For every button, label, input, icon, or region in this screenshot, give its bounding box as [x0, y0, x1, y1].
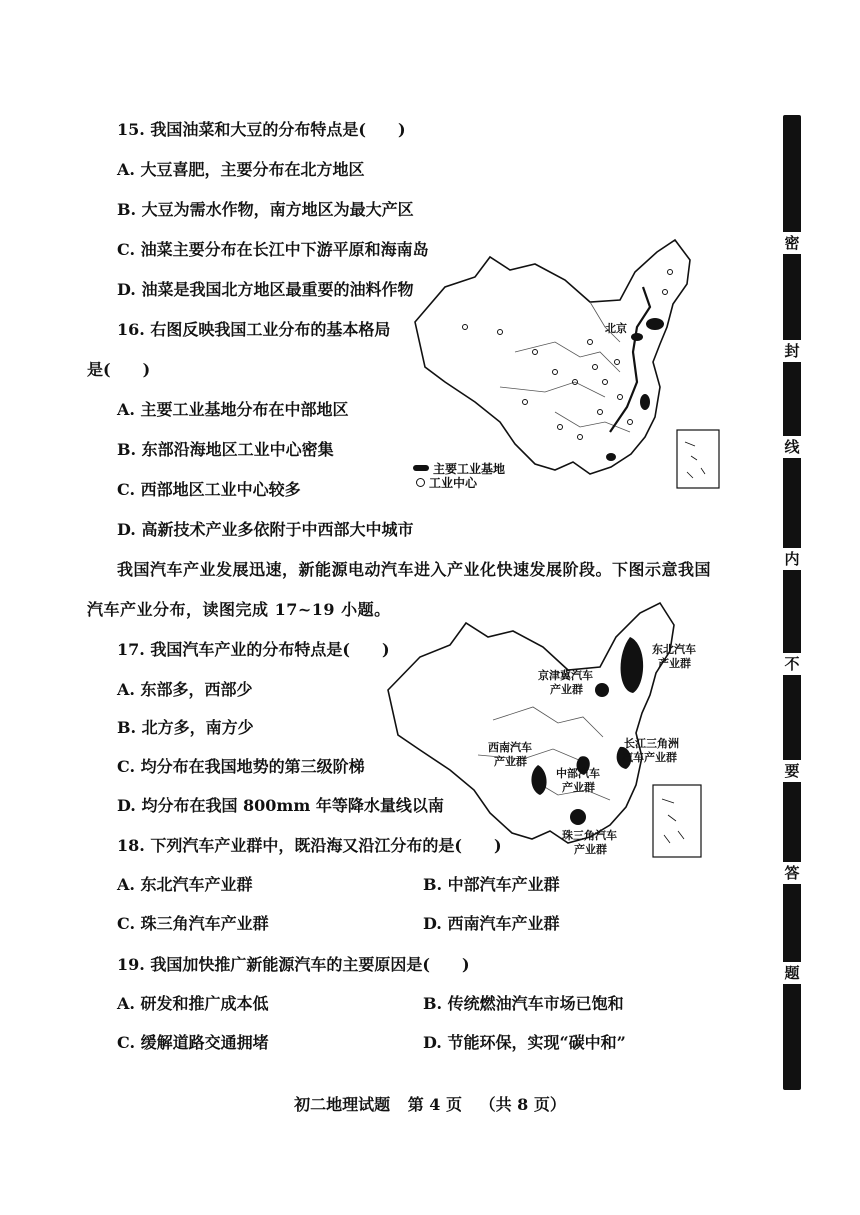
south-sea-inset-2	[653, 785, 701, 857]
q19-option-b: B. 传统燃油汽车市场已饱和	[423, 994, 624, 1013]
south-sea-inset	[677, 430, 719, 488]
label-dongbei-2: 产业群	[658, 657, 691, 670]
industry-map	[405, 232, 730, 497]
q17-option-a: A. 东部多，西部少	[117, 680, 253, 699]
cluster-jingjinji-shape	[595, 683, 609, 697]
seal-char-5: 不	[784, 655, 800, 673]
q16-option-a: A. 主要工业基地分布在中部地区	[117, 400, 349, 419]
legend-center-label: 工业中心	[429, 475, 478, 490]
auto-industry-map	[378, 595, 713, 865]
label-xinan-2: 产业群	[494, 755, 527, 768]
intro-line1: 我国汽车产业发展迅速，新能源电动汽车进入产业化快速发展阶段。下图示意我国	[117, 560, 712, 579]
industry-base-jingjintang	[631, 333, 643, 341]
q18-option-a: A. 东北汽车产业群	[117, 875, 253, 894]
q16-stem-line1: 16. 右图反映我国工业分布的基本格局	[117, 320, 391, 339]
label-dongbei-1: 东北汽车	[652, 643, 696, 656]
industry-base-zhujiang	[606, 453, 616, 461]
legend-base-label: 主要工业基地	[433, 461, 506, 476]
industry-base-liaozhong	[646, 318, 664, 330]
q19-option-d: D. 节能环保，实现“碳中和”	[423, 1033, 626, 1052]
q19-stem: 19. 我国加快推广新能源汽车的主要原因是( )	[117, 955, 470, 974]
q17-stem: 17. 我国汽车产业的分布特点是( )	[117, 640, 390, 659]
cluster-xinan-shape	[531, 765, 546, 795]
q16-stem-line2: 是( )	[87, 360, 151, 379]
industry-centers	[463, 270, 673, 440]
q19-option-c: C. 缓解道路交通拥堵	[117, 1033, 269, 1052]
china-outline-1	[415, 240, 690, 474]
label-beijing: 北京	[605, 322, 627, 335]
cluster-dongbei-shape	[621, 637, 644, 693]
south-sea-islands	[685, 442, 705, 478]
q15-option-d: D. 油菜是我国北方地区最重要的油料作物	[117, 280, 414, 299]
legend-center-symbol	[416, 478, 425, 487]
q18-stem: 18. 下列汽车产业群中，既沿海又沿江分布的是( )	[117, 836, 502, 855]
label-zhusanjiao-2: 产业群	[574, 843, 607, 856]
seal-char-2: 封	[784, 342, 800, 360]
seal-char-4: 内	[784, 550, 800, 568]
label-zhongbu-2: 产业群	[562, 781, 595, 794]
q17-option-b: B. 北方多，南方少	[117, 718, 254, 737]
seal-char-3: 线	[784, 438, 800, 456]
south-sea-islands-2	[662, 799, 684, 843]
q17-option-c: C. 均分布在我国地势的第三级阶梯	[117, 757, 365, 776]
q15-option-a: A. 大豆喜肥，主要分布在北方地区	[117, 160, 365, 179]
label-changjiang-1: 长江三角洲	[624, 737, 679, 750]
legend-row-center	[413, 475, 505, 489]
footer-page: 第 4 页	[407, 1095, 462, 1114]
seal-char-1: 密	[784, 234, 800, 252]
q16-option-d: D. 高新技术产业多依附于中西部大中城市	[117, 520, 414, 539]
industry-base-hunan	[640, 394, 650, 410]
seal-char-6: 要	[784, 762, 800, 780]
label-zhongbu-1: 中部汽车	[556, 767, 600, 780]
seal-char-8: 题	[784, 964, 800, 982]
q16-option-c: C. 西部地区工业中心较多	[117, 480, 301, 499]
industry-map-svg	[405, 232, 730, 497]
industry-map-legend	[413, 461, 505, 489]
label-xinan-1: 西南汽车	[488, 741, 532, 754]
label-changjiang-2: 汽车产业群	[622, 751, 677, 764]
q18-option-c: C. 珠三角汽车产业群	[117, 914, 269, 933]
footer-total: （共 8 页）	[479, 1095, 566, 1114]
intro-line2: 汽车产业分布，读图完成 17~19 小题。	[87, 600, 391, 619]
q17-option-d: D. 均分布在我国 800mm 年等降水量线以南	[117, 796, 444, 815]
q15-option-b: B. 大豆为需水作物，南方地区为最大产区	[117, 200, 414, 219]
seal-line-bar	[783, 115, 801, 1090]
footer-title: 初二地理试题	[294, 1095, 391, 1114]
cluster-zhusanjiao-shape	[570, 809, 586, 825]
q18-option-b: B. 中部汽车产业群	[423, 875, 560, 894]
q18-option-d: D. 西南汽车产业群	[423, 914, 560, 933]
legend-base-symbol	[413, 465, 429, 471]
auto-industry-map-svg	[378, 595, 713, 865]
label-jingjinji-1: 京津冀汽车	[538, 669, 593, 682]
q19-option-a: A. 研发和推广成本低	[117, 994, 269, 1013]
label-jingjinji-2: 产业群	[550, 683, 583, 696]
seal-char-7: 答	[784, 864, 800, 882]
q15-stem: 15. 我国油菜和大豆的分布特点是( )	[117, 120, 406, 139]
q15-option-c: C. 油菜主要分布在长江中下游平原和海南岛	[117, 240, 429, 259]
label-zhusanjiao-1: 珠三角汽车	[562, 829, 617, 842]
q16-option-b: B. 东部沿海地区工业中心密集	[117, 440, 334, 459]
page-footer	[0, 1092, 860, 1115]
